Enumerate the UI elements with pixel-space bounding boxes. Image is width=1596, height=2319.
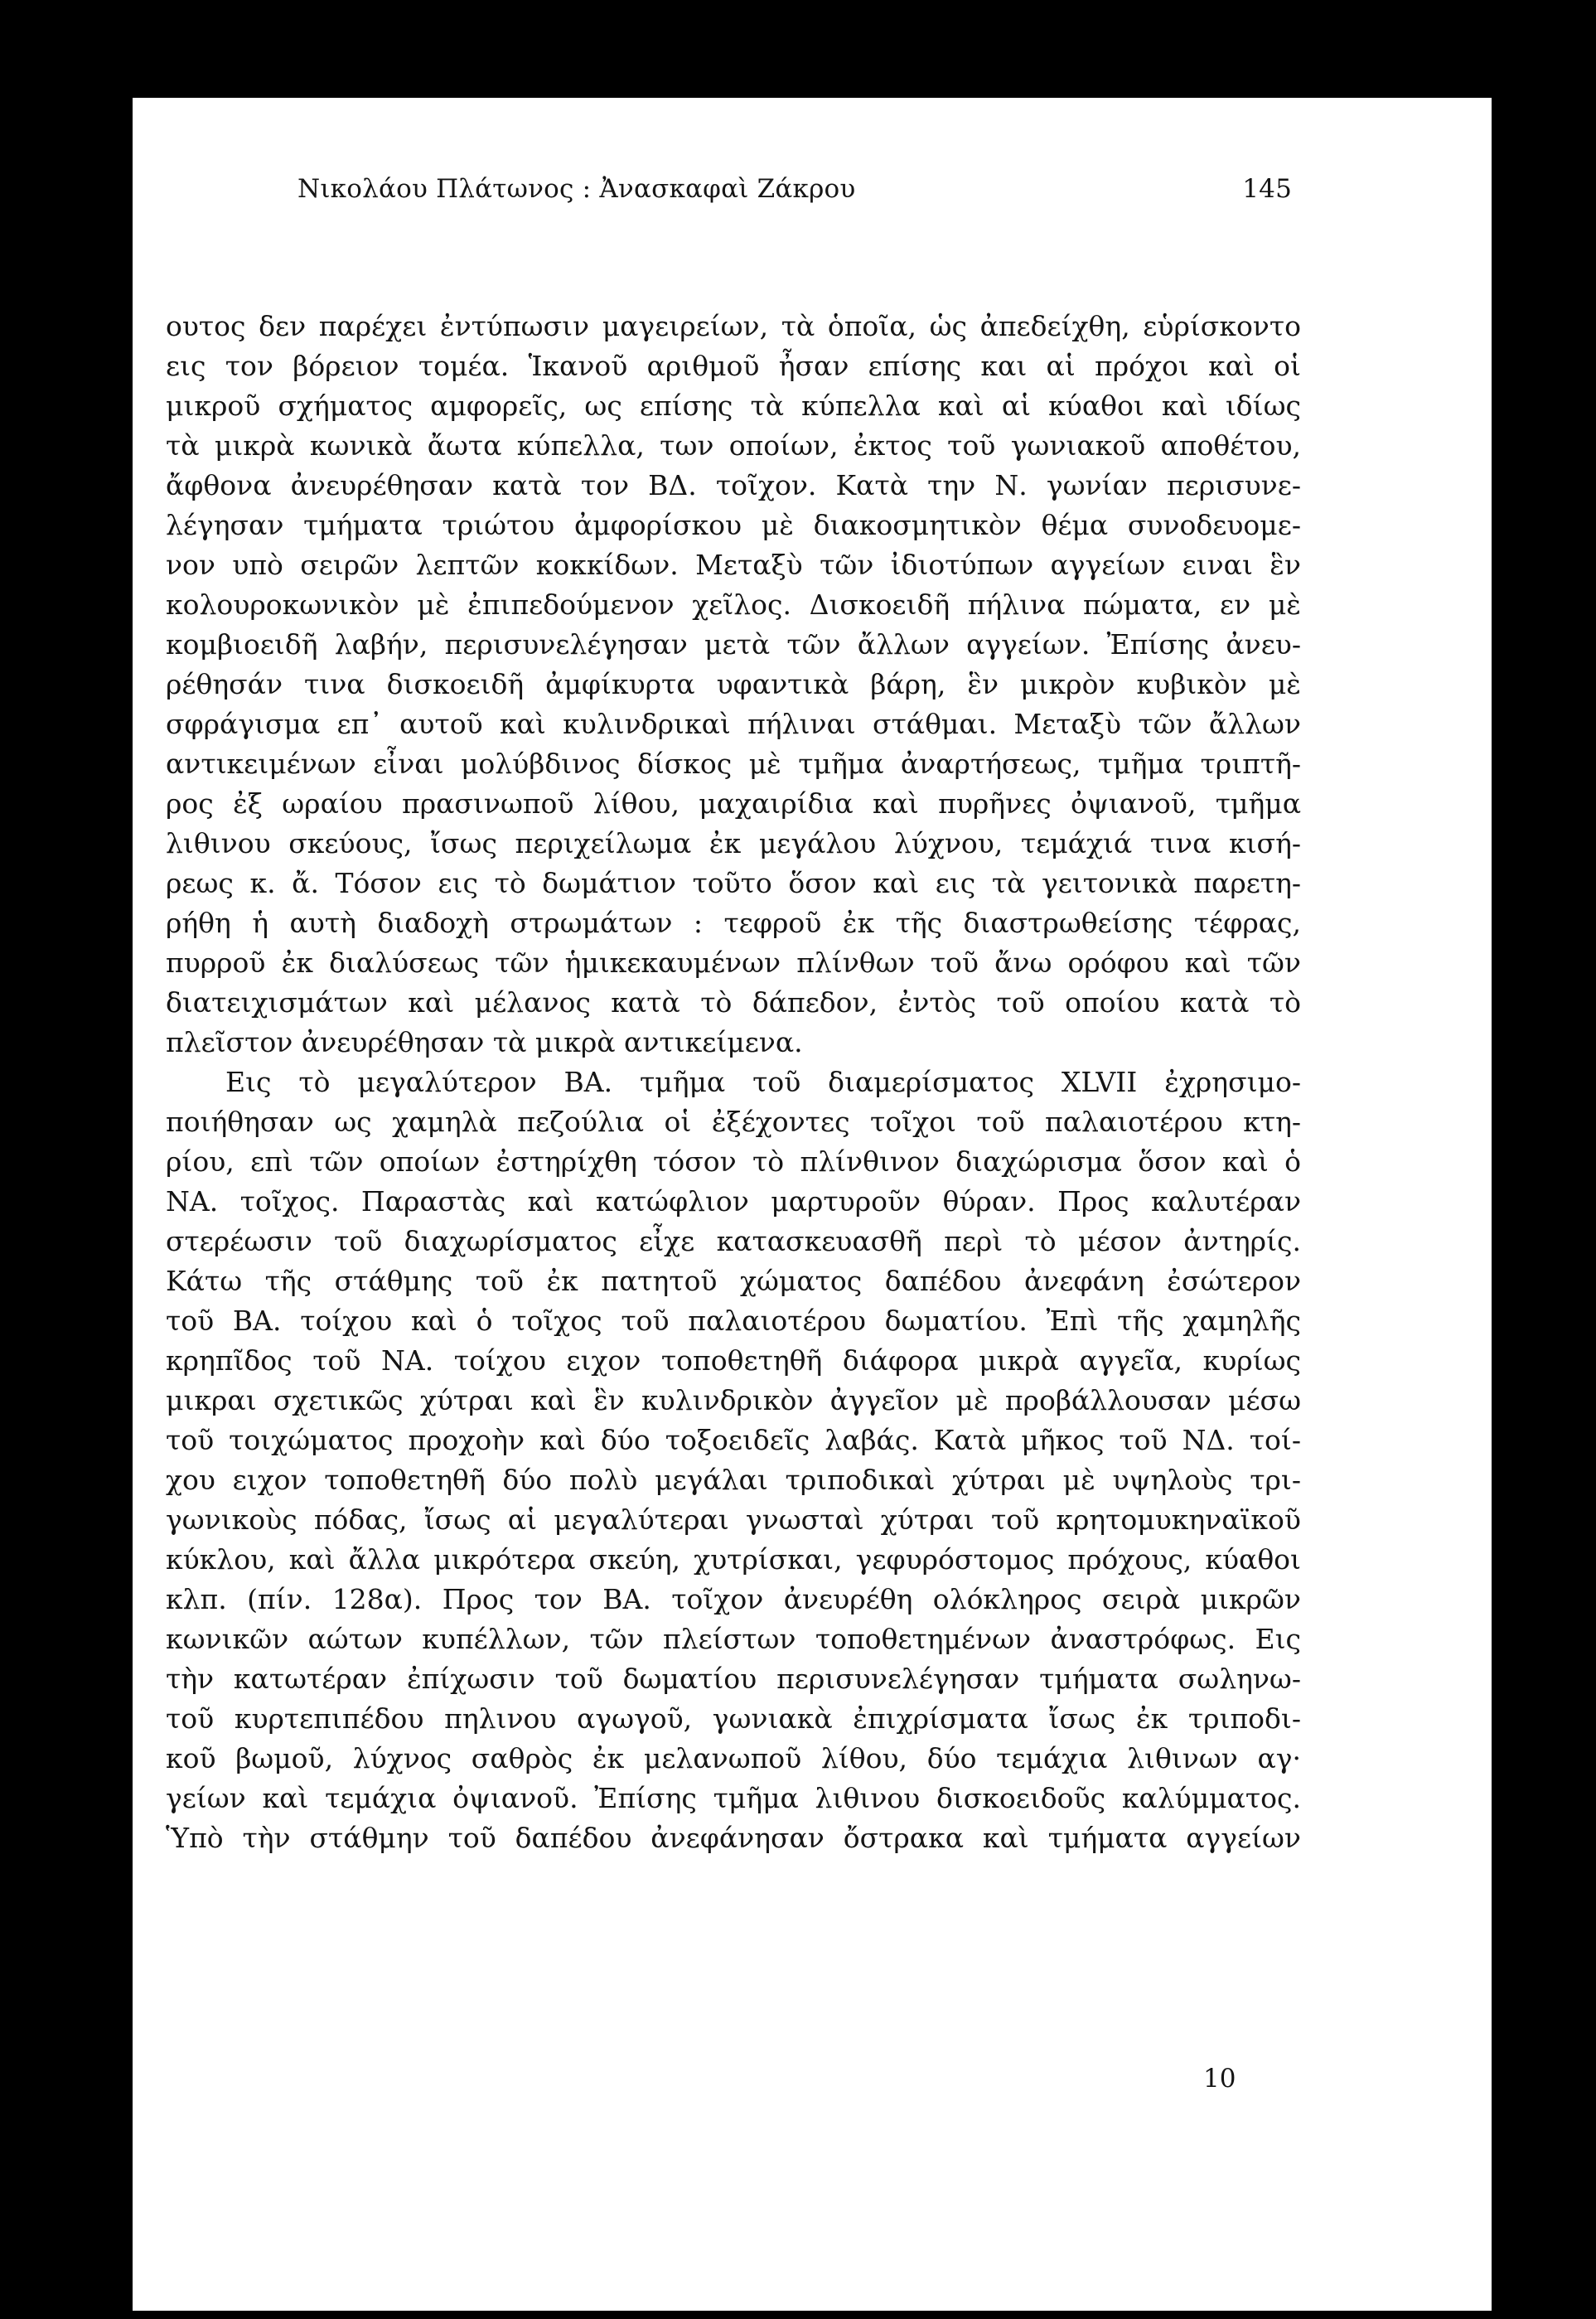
text-line: γείων καὶ τεμάχια ὀψιανοῦ. Ἐπίσης τμῆμα λιθινου δισκοειδοῦς καλύμματος. bbox=[166, 1782, 1301, 1814]
text-line: κρηπῖδος τοῦ ΝΑ. τοίχου ειχον τοποθετηθῆ διάφορα μικρὰ αγγεῖα, κυρίως bbox=[166, 1344, 1301, 1377]
text-line: ρέθησάν τινα δισκοειδῆ ἀμφίκυρτα υφαντικὰ βάρη, ἓν μικρὸν κυβικὸν μὲ bbox=[166, 668, 1301, 700]
text-line: πυρροῦ ἐκ διαλύσεως τῶν ἡμικεκαυμένων πλίνθων τοῦ ἄνω ορόφου καὶ τῶν bbox=[166, 946, 1301, 979]
text-line: χου ειχον τοποθετηθῆ δύο πολὺ μεγάλαι τριποδικαὶ χύτραι μὲ υψηλοὺς τρι- bbox=[166, 1464, 1301, 1496]
paragraph-first-line: Εις τὸ μεγαλύτερον ΒΑ. τμῆμα τοῦ διαμερίσματος XLVII ἐχρησιμο- bbox=[225, 1066, 1301, 1098]
text-line: στερέωσιν τοῦ διαχωρίσματος εἶχε κατασκευασθῆ περὶ τὸ μέσον ἀντηρίς. bbox=[166, 1225, 1301, 1257]
text-line: αντικειμένων εἶναι μολύβδινος δίσκος μὲ τμῆμα ἀναρτήσεως, τμῆμα τριπτῆ- bbox=[166, 748, 1301, 780]
text-line: σφράγισμα επ᾿ αυτοῦ καὶ κυλινδρικαὶ πήλιναι στάθμαι. Μεταξὺ τῶν ἄλλων bbox=[166, 708, 1301, 740]
text-line: κύκλου, καὶ ἄλλα μικρότερα σκεύη, χυτρίσκαι, γεφυρόστομος πρόχους, κύαθοι bbox=[166, 1543, 1301, 1576]
text-line: διατειχισμάτων καὶ μέλανος κατὰ τὸ δάπεδον, ἐντὸς τοῦ οποίου κατὰ τὸ bbox=[166, 986, 1301, 1019]
text-line: τοῦ κυρτεπιπέδου πηλινου αγωγοῦ, γωνιακὰ ἐπιχρίσματα ἴσως ἐκ τριποδι- bbox=[166, 1702, 1301, 1735]
running-header bbox=[297, 174, 1292, 224]
text-line: κοῦ βωμοῦ, λύχνος σαθρὸς ἐκ μελανωποῦ λίθου, δύο τεμάχια λιθινων αγ· bbox=[166, 1742, 1301, 1774]
text-line: τὰ μικρὰ κωνικὰ ἄωτα κύπελλα, των οποίων, ἐκτος τοῦ γωνιακοῦ αποθέτου, bbox=[166, 429, 1301, 462]
text-line: εις τον βόρειον τομέα. Ἱκανοῦ αριθμοῦ ἦσαν επίσης και αἱ πρόχοι καὶ οἱ bbox=[166, 350, 1301, 382]
text-line: ρίου, επὶ τῶν οποίων ἐστηρίχθη τόσον τὸ πλίνθινον διαχώρισμα ὅσον καὶ ὁ bbox=[166, 1145, 1301, 1178]
text-line: ΝΑ. τοῖχος. Παραστὰς καὶ κατώφλιον μαρτυροῦν θύραν. Προς καλυτέραν bbox=[166, 1185, 1301, 1218]
text-line: Κάτω τῆς στάθμης τοῦ ἐκ πατητοῦ χώματος δαπέδου ἀνεφάνη ἐσώτερον bbox=[166, 1265, 1301, 1297]
text-line: ουτος δεν παρέχει ἐντύπωσιν μαγειρείων, τὰ ὁποῖα, ὡς ἀπεδείχθη, εὑρίσκοντο bbox=[166, 310, 1301, 342]
text-line: τοῦ ΒΑ. τοίχου καὶ ὁ τοῖχος τοῦ παλαιοτέρου δωματίου. Ἐπὶ τῆς χαμηλῆς bbox=[166, 1305, 1301, 1337]
text-line: ρος ἐξ ωραίου πρασινωποῦ λίθου, μαχαιρίδια καὶ πυρῆνες ὀψιανοῦ, τμῆμα bbox=[166, 787, 1301, 820]
text-line: πλεῖστον ἀνευρέθησαν τὰ μικρὰ αντικείμενα. bbox=[166, 1026, 803, 1058]
text-line: Ὑπὸ τὴν στάθμην τοῦ δαπέδου ἀνεφάνησαν ὄστρακα καὶ τμήματα αγγείων bbox=[166, 1822, 1301, 1854]
text-line: γωνικοὺς πόδας, ἴσως αἱ μεγαλύτεραι γνωσταὶ χύτραι τοῦ κρητομυκηναϊκοῦ bbox=[166, 1503, 1301, 1536]
text-line: κολουροκωνικὸν μὲ ἐπιπεδούμενον χεῖλος. Δισκοειδῆ πήλινα πώματα, εν μὲ bbox=[166, 588, 1301, 621]
page-number: 145 bbox=[1242, 174, 1292, 204]
text-line: τοῦ τοιχώματος προχοὴν καὶ δύο τοξοειδεῖς λαβάς. Κατὰ μῆκος τοῦ ΝΔ. τοί- bbox=[166, 1424, 1301, 1456]
text-line: ρήθη ἡ αυτὴ διαδοχὴ στρωμάτων : τεφροῦ ἐκ τῆς διαστρωθείσης τέφρας, bbox=[166, 907, 1301, 939]
text-line: μικραι σχετικῶς χύτραι καὶ ἓν κυλινδρικὸν ἀγγεῖον μὲ προβάλλουσαν μέσω bbox=[166, 1384, 1301, 1416]
text-line: ποιήθησαν ως χαμηλὰ πεζούλια οἱ ἐξέχοντες τοῖχοι τοῦ παλαιοτέρου κτη- bbox=[166, 1106, 1301, 1138]
text-line: ἄφθονα ἀνευρέθησαν κατὰ τον ΒΔ. τοῖχον. Κατὰ την Ν. γωνίαν περισυνε- bbox=[166, 469, 1301, 501]
running-header-title: Νικολάου Πλάτωνος : Ἀνασκαφαὶ Ζάκρου bbox=[297, 174, 856, 204]
body-text bbox=[166, 307, 1301, 1858]
signature-mark: 10 bbox=[1203, 2064, 1236, 2094]
text-line: λιθινου σκεύους, ἴσως περιχείλωμα ἐκ μεγάλου λύχνου, τεμάχιά τινα κισή- bbox=[166, 827, 1301, 859]
text-line: νον υπὸ σειρῶν λεπτῶν κοκκίδων. Μεταξὺ τῶν ἰδιοτύπων αγγείων ειναι ἓν bbox=[166, 549, 1301, 581]
text-line: κλπ. (πίν. 128α). Προς τον ΒΑ. τοῖχον ἀνευρέθη ολόκληρος σειρὰ μικρῶν bbox=[166, 1583, 1301, 1615]
text-line: λέγησαν τμήματα τριώτου ἀμφορίσκου μὲ διακοσμητικὸν θέμα συνοδευομε- bbox=[166, 509, 1301, 541]
text-line: ρεως κ. ἄ. Τόσον εις τὸ δωμάτιον τοῦτο ὅσον καὶ εις τὰ γειτονικὰ παρετη- bbox=[166, 867, 1301, 899]
text-line: κωνικῶν αώτων κυπέλλων, τῶν πλείστων τοποθετημένων ἀναστρόφως. Εις bbox=[166, 1623, 1301, 1655]
text-line: τὴν κατωτέραν ἐπίχωσιν τοῦ δωματίου περισυνελέγησαν τμήματα σωληνω- bbox=[166, 1663, 1301, 1695]
text-line: κομβιοειδῆ λαβήν, περισυνελέγησαν μετὰ τῶν ἄλλων αγγείων. Ἐπίσης ἀνευ- bbox=[166, 628, 1301, 661]
text-line: μικροῦ σχήματος αμφορεῖς, ως επίσης τὰ κύπελλα καὶ αἱ κύαθοι καὶ ιδίως bbox=[166, 390, 1301, 422]
